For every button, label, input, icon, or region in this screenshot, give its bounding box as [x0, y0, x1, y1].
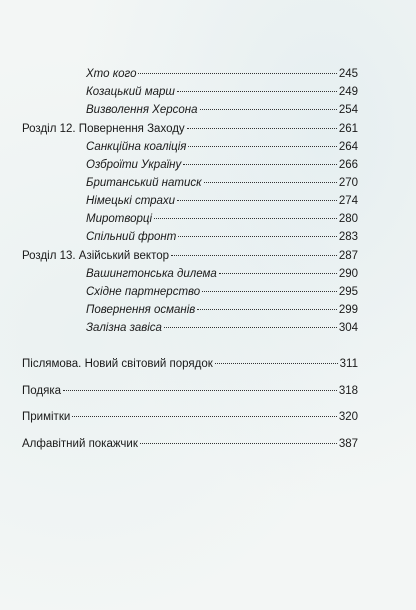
toc-entry-page: 264: [338, 141, 358, 153]
toc-entry-title: Санкційна коаліція: [86, 141, 187, 153]
toc-entry[interactable]: [86, 85, 358, 99]
toc-leader-dots: [202, 291, 337, 292]
toc-entry-page: 299: [338, 304, 358, 316]
toc-entry[interactable]: [86, 212, 358, 226]
toc-entry-page: 261: [338, 123, 358, 135]
toc-entry-title: Розділ 13. Азійський вектор: [22, 250, 170, 262]
toc-chapter-entry[interactable]: [22, 249, 358, 263]
toc-leader-dots: [177, 200, 337, 201]
toc-back-matter-entry[interactable]: [22, 410, 358, 424]
toc-leader-dots: [215, 363, 338, 364]
toc-leader-dots: [164, 327, 337, 328]
toc-entry-page: 249: [338, 86, 358, 98]
toc-leader-dots: [154, 218, 337, 219]
toc-leader-dots: [63, 390, 337, 391]
toc-back-matter-entry[interactable]: [22, 384, 358, 398]
toc-entry-page: 304: [338, 322, 358, 334]
toc-entry-title: Британський натиск: [86, 177, 202, 189]
toc-leader-dots: [204, 182, 337, 183]
toc-entry[interactable]: [86, 303, 358, 317]
toc-entry-title: Спільний фронт: [86, 231, 177, 243]
toc-entry-page: 320: [338, 411, 358, 423]
toc-entry[interactable]: [86, 158, 358, 172]
toc-entry[interactable]: [86, 176, 358, 190]
toc-entry-title: Німецькі страхи: [86, 195, 176, 207]
toc-entry-title: Розділ 12. Повернення Заходу: [22, 123, 185, 135]
toc-leader-dots: [187, 128, 337, 129]
toc-leader-dots: [188, 146, 336, 147]
toc-entry-page: 254: [338, 104, 358, 116]
toc-entry[interactable]: [86, 67, 358, 81]
toc-entry-title: Козацький марш: [86, 86, 175, 98]
toc-leader-dots: [171, 255, 337, 256]
toc-entry-page: 318: [338, 385, 358, 397]
toc-entry-page: 274: [338, 195, 358, 207]
toc-entry-page: 387: [338, 438, 358, 450]
toc-leader-dots: [200, 109, 337, 110]
toc-entry-title: Східне партнерство: [86, 286, 201, 298]
toc-leader-dots: [197, 309, 337, 310]
toc-entry-page: 280: [338, 213, 358, 225]
toc-entry[interactable]: [86, 140, 358, 154]
toc-leader-dots: [138, 73, 336, 74]
toc-entry-title: Вашингтонська дилема: [86, 268, 217, 280]
toc-entry-title: Озброїти Україну: [86, 159, 182, 171]
toc-entry-page: 311: [339, 358, 358, 370]
toc-back-matter-entry[interactable]: [22, 357, 358, 371]
toc-entry[interactable]: [86, 321, 358, 335]
toc-leader-dots: [183, 164, 337, 165]
toc-entry-title: Залізна завіса: [86, 322, 162, 334]
toc-leader-dots: [140, 443, 337, 444]
toc-entry[interactable]: [86, 103, 358, 117]
toc-leader-dots: [178, 236, 336, 237]
toc-entry-title: Повернення османів: [86, 304, 196, 316]
toc-entry-page: 287: [338, 250, 358, 262]
toc-entry[interactable]: [86, 230, 358, 244]
toc-entry-title: Миротворці: [86, 213, 153, 225]
toc-leader-dots: [219, 273, 337, 274]
toc-entry-page: 290: [338, 268, 358, 280]
toc-entry-page: 295: [338, 286, 358, 298]
toc-entry[interactable]: [86, 194, 358, 208]
toc-entry-page: 266: [338, 159, 358, 171]
toc-leader-dots: [177, 91, 337, 92]
toc-entry-title: Визволення Херсона: [86, 104, 198, 116]
toc-entry[interactable]: [86, 285, 358, 299]
toc-entry-title: Примітки: [22, 411, 71, 423]
toc-entry-title: Хто кого: [86, 68, 137, 80]
toc-entry-title: Подяка: [22, 385, 62, 397]
toc-leader-dots: [72, 416, 337, 417]
toc-entry-title: Післямова. Новий світовий порядок: [22, 358, 213, 370]
toc-entry-title: Алфавітний покажчик: [22, 438, 138, 450]
toc-entry-page: 283: [338, 231, 358, 243]
toc-entry-page: 270: [338, 177, 358, 189]
toc-back-matter-entry[interactable]: [22, 437, 358, 451]
toc-chapter-entry[interactable]: [22, 122, 358, 136]
toc-entry[interactable]: [86, 267, 358, 281]
toc-entry-page: 245: [338, 68, 358, 80]
